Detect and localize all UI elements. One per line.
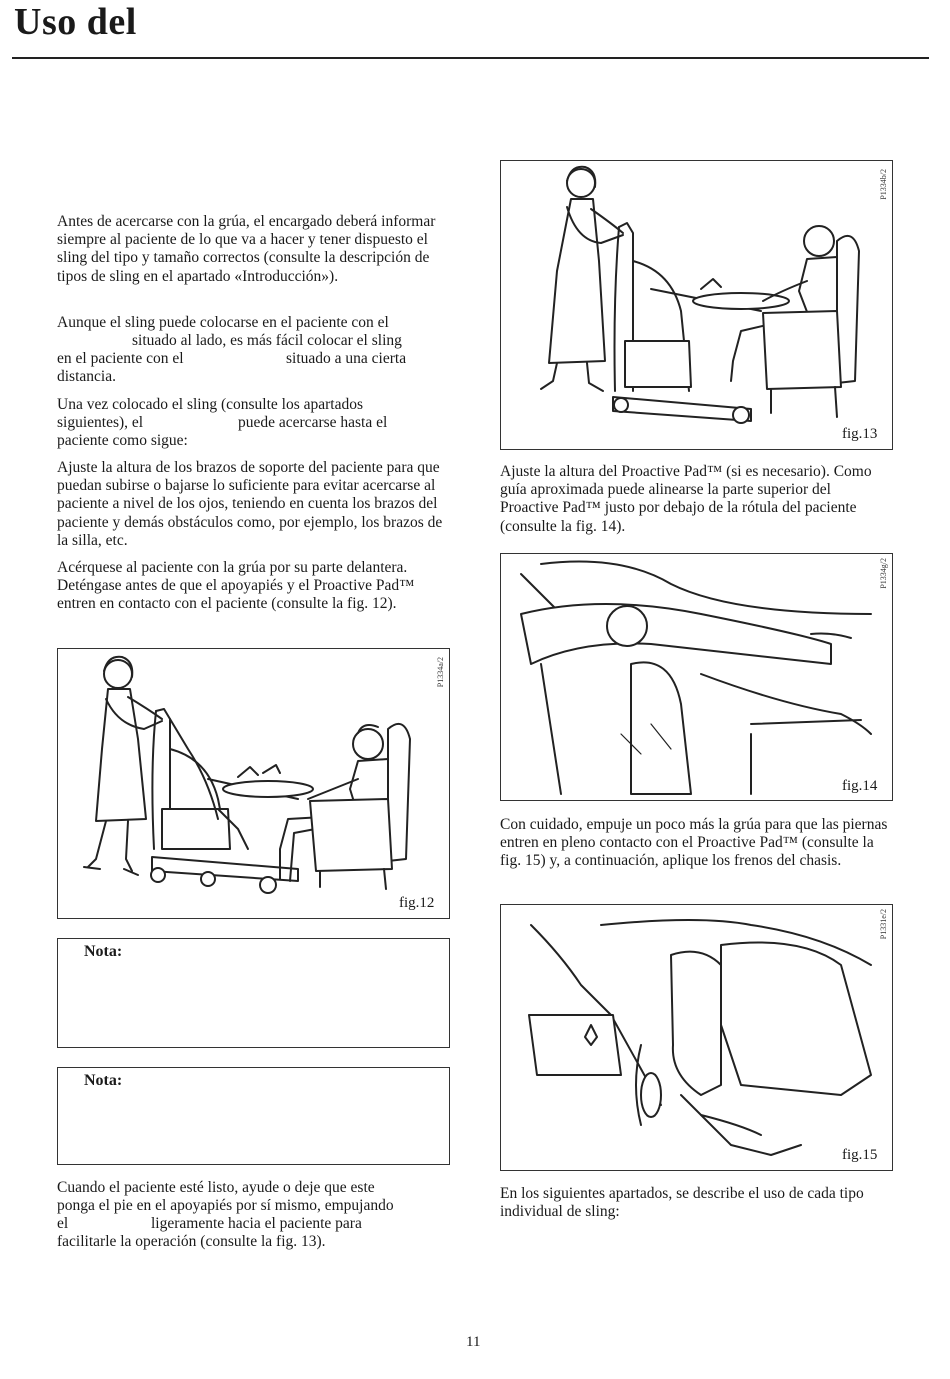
title-rule bbox=[12, 57, 929, 59]
text-line: situado a una cierta bbox=[286, 350, 407, 367]
text-line: paciente como sigue: bbox=[57, 432, 188, 449]
text-line: facilitarle la operación (consulte la fig. 13). bbox=[57, 1233, 326, 1250]
paragraph-approach-front: Acérquese al paciente con la grúa por su parte delantera. Deténgase antes de que el apoyapiés y el Proactive Pad™ entren en contacto con el paciente (consulte la fig. 12). bbox=[57, 559, 415, 613]
text-line: siguientes), el bbox=[57, 414, 144, 431]
figure-label: fig.15 bbox=[842, 1147, 878, 1163]
note-label: Nota: bbox=[84, 1072, 123, 1089]
text-line: puede acercarse hasta el bbox=[238, 414, 388, 431]
text-line: distancia. bbox=[57, 368, 116, 385]
note-box bbox=[57, 938, 450, 1048]
page-title: Uso del bbox=[14, 1, 137, 43]
figure-label: fig.12 bbox=[399, 895, 435, 911]
figure-15 bbox=[500, 904, 893, 1171]
note-label: Nota: bbox=[84, 943, 123, 960]
paragraph-arm-height: Ajuste la altura de los brazos de soporte del paciente para que puedan subirse o bajarse lo suficiente para evitar acercarse al paciente a nivel de los ojos, teniendo en cuenta los brazos del paciente y demás obstáculos como, por ejemplo, los brazos de la silla, etc. bbox=[57, 459, 443, 549]
figure-code: P1334b/2 bbox=[879, 169, 888, 200]
paragraph-pad-height: Ajuste la altura del Proactive Pad™ (si es necesario). Como guía aproximada puede alinearse la parte superior del Proactive Pad™ justo por debajo de la rótula del paciente (consulte la fig. 14). bbox=[500, 463, 872, 535]
paragraph-full-contact: Con cuidado, empuje un poco más la grúa para que las piernas entren en pleno contacto con el Proactive Pad™ (consulte la fig. 15) y, a continuación, aplique los frenos del chasis. bbox=[500, 816, 888, 870]
figure-14 bbox=[500, 553, 893, 801]
figure-13 bbox=[500, 160, 893, 450]
paragraph-intro: Antes de acercarse con la grúa, el encargado deberá informar siempre al paciente de lo que va a hacer y tener dispuesto el sling del tipo y tamaño correctos (consulte la descripción de tipos de sling en el apartado «Introducción»). bbox=[57, 213, 436, 285]
patient-foot-on-footrest-illustration bbox=[501, 161, 894, 451]
text-line: el bbox=[57, 1215, 69, 1232]
text-line: Aunque el sling puede colocarse en el paciente con el bbox=[57, 314, 389, 331]
legs-against-pad-illustration bbox=[501, 905, 894, 1172]
figure-code: P1331e/2 bbox=[879, 909, 888, 940]
figure-label: fig.14 bbox=[842, 778, 878, 794]
text-line: Una vez colocado el sling (consulte los apartados bbox=[57, 396, 364, 413]
figure-12 bbox=[57, 648, 450, 919]
text-line: ligeramente hacia el paciente para bbox=[151, 1215, 362, 1232]
text-line: ponga el pie en el apoyapiés por sí mismo, empujando bbox=[57, 1197, 394, 1214]
figure-code: P1334a/2 bbox=[436, 657, 445, 688]
page-number: 11 bbox=[466, 1334, 481, 1350]
pad-knee-alignment-illustration bbox=[501, 554, 894, 802]
text-line: situado al lado, es más fácil colocar el sling bbox=[132, 332, 402, 349]
text-line: Cuando el paciente esté listo, ayude o deje que este bbox=[57, 1179, 375, 1196]
note-box bbox=[57, 1067, 450, 1165]
paragraph-next-sections: En los siguientes apartados, se describe el uso de cada tipo individual de sling: bbox=[500, 1185, 864, 1221]
figure-label: fig.13 bbox=[842, 426, 878, 442]
text-line: en el paciente con el bbox=[57, 350, 184, 367]
lift-approach-illustration bbox=[58, 649, 451, 920]
figure-code: P1334g/2 bbox=[879, 558, 888, 589]
